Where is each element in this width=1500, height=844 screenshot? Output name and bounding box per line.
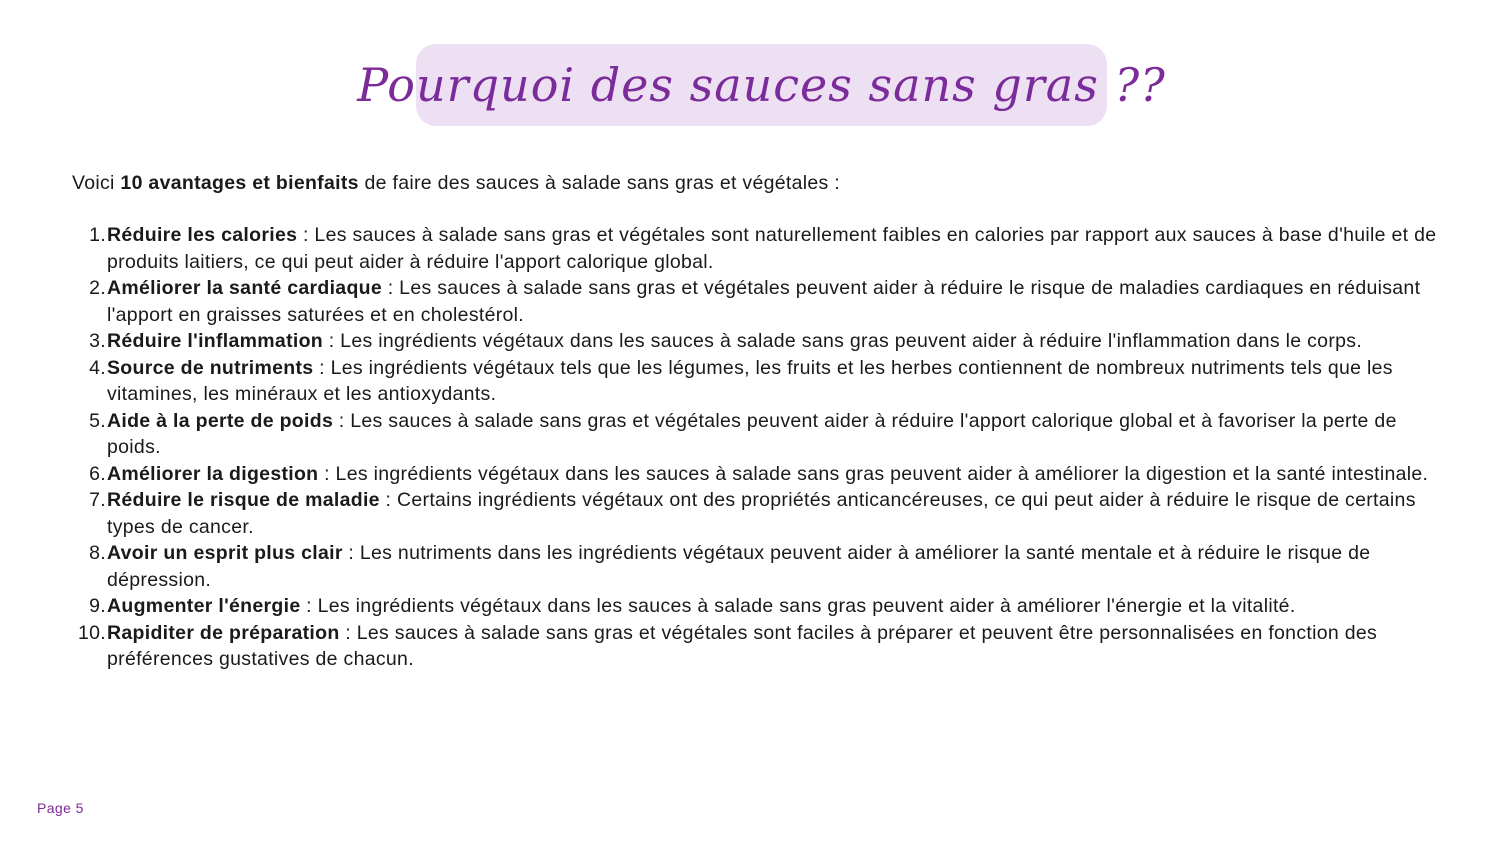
list-item (60, 355, 1440, 408)
item-title: Améliorer la santé cardiaque (107, 277, 383, 299)
item-title: Améliorer la digestion (107, 462, 319, 485)
item-title: Augmenter l'énergie (107, 595, 301, 617)
list-item (60, 593, 1440, 620)
item-text: : Les ingrédients végétaux dans les sauces à salade sans gras peuvent aider à améliorer la digestion et la santé intestinale. (318, 462, 1429, 485)
item-text: : Les ingrédients végétaux dans les sauces à salade sans gras peuvent aider à réduire l'inflammation dans le corps. (323, 330, 1363, 352)
list-item (60, 408, 1440, 461)
list-item (60, 540, 1440, 593)
item-number: 2. (89, 277, 106, 299)
list-item (60, 620, 1440, 673)
list-item (60, 222, 1440, 275)
item-title: Réduire les calories (107, 224, 298, 246)
item-text: : Certains ingrédients végétaux ont des propriétés anticancéreuses, ce qui peut aider à réduire le risque de certains types de cancer. (107, 489, 1416, 538)
item-title: Source de nutriments (107, 356, 314, 379)
item-text: : Les ingrédients végétaux tels que les légumes, les fruits et les herbes contiennent de nombreux nutriments tels que les vitamines, les minéraux et les antioxydants. (107, 356, 1393, 405)
item-title: Avoir un esprit plus clair (107, 542, 343, 564)
intro-text-end: de faire des sauces à salade sans gras et végétales : (358, 172, 841, 194)
item-number: 5. (89, 409, 106, 432)
page-number: Page 5 (37, 800, 84, 816)
benefits-list (60, 222, 1440, 673)
item-text: : Les sauces à salade sans gras et végétales sont naturellement faibles en calories par rapport aux sauces à base d'huile et de produits laitiers, ce qui peut aider à réduire l'apport calorique global. (107, 224, 1437, 273)
item-number: 1. (89, 224, 106, 246)
intro-paragraph (72, 170, 1452, 197)
item-number: 8. (89, 542, 106, 564)
item-title: Réduire le risque de maladie (107, 489, 380, 511)
item-text: : Les nutriments dans les ingrédients végétaux peuvent aider à améliorer la santé mentale et à réduire le risque de dépression. (107, 542, 1371, 591)
item-text: : Les sauces à salade sans gras et végétales peuvent aider à réduire l'apport calorique global et à favoriser la perte de poids. (107, 409, 1397, 458)
item-number: 3. (89, 330, 106, 352)
list-item (60, 461, 1440, 488)
item-text: : Les ingrédients végétaux dans les sauces à salade sans gras peuvent aider à améliorer l'énergie et la vitalité. (300, 595, 1296, 617)
intro-bold-text: 10 avantages et bienfaits (120, 172, 359, 194)
title-banner (357, 44, 1166, 126)
item-number: 4. (89, 356, 106, 379)
item-text: : Les sauces à salade sans gras et végétales peuvent aider à réduire le risque de maladies cardiaques en réduisant l'apport en graisses saturées et en cholestérol. (107, 277, 1421, 326)
item-number: 10. (77, 621, 106, 644)
item-title: Réduire l'inflammation (107, 330, 324, 352)
item-title: Aide à la perte de poids (107, 409, 334, 432)
item-number: 6. (89, 462, 106, 485)
item-title: Rapiditer de préparation (107, 621, 340, 644)
list-item (60, 487, 1440, 540)
list-item (60, 328, 1440, 355)
list-item (60, 275, 1440, 328)
page-title: Pourquoi des sauces sans gras ?? (357, 58, 1166, 112)
item-number: 7. (89, 489, 106, 511)
intro-text-start: Voici (72, 172, 121, 194)
item-number: 9. (89, 595, 106, 617)
item-text: : Les sauces à salade sans gras et végétales sont faciles à préparer et peuvent être personnalisées en fonction des préférences gustatives de chacun. (107, 621, 1378, 670)
